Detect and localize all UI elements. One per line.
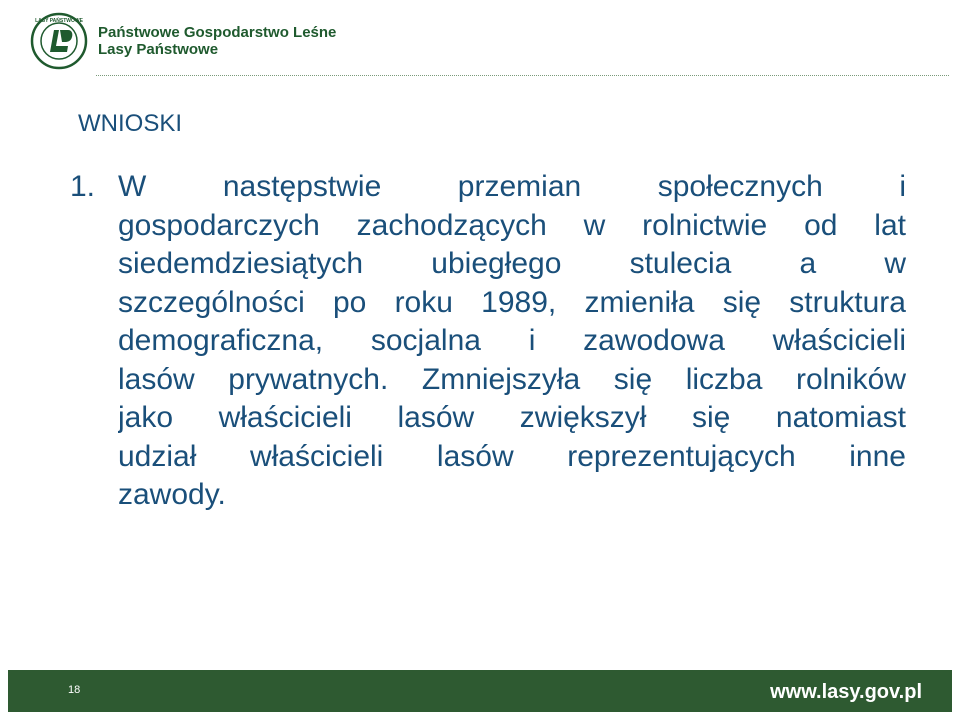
conclusion-paragraph <box>118 168 906 515</box>
paragraph-line: W następstwie przemian społecznych i <box>118 170 906 203</box>
paragraph-line: szczególności po roku 1989, zmieniła się struktura <box>118 285 906 319</box>
slide-heading: WNIOSKI <box>78 110 183 137</box>
paragraph-line: demograficzna, socjalna i zawodowa właścicieli <box>118 324 906 357</box>
paragraph-line: gospodarczych zachodzących w rolnictwie od lat <box>118 208 906 242</box>
paragraph-line: lasów prywatnych. Zmniejszyła się liczba rolników <box>118 362 906 396</box>
svg-text:LASY PAŃSTWOWE: LASY PAŃSTWOWE <box>35 18 83 24</box>
org-name-line1: Państwowe Gospodarstwo Leśne <box>98 24 337 41</box>
organization-name <box>98 24 336 58</box>
list-item-number: 1. <box>70 170 96 203</box>
paragraph-line: zawody. <box>118 478 226 511</box>
header-divider <box>96 75 949 76</box>
paragraph-line: udział właścicieli lasów reprezentujących inne <box>118 439 906 473</box>
lasy-panstwowe-logo <box>30 12 88 70</box>
website-url: www.lasy.gov.pl <box>770 681 922 703</box>
footer-bar <box>8 670 952 712</box>
paragraph-line: jako właścicieli lasów zwiększył się natomiast <box>118 401 906 434</box>
org-name-line2: Lasy Państwowe <box>98 41 219 58</box>
page-number: 18 <box>68 684 81 696</box>
paragraph-line: siedemdziesiątych ubiegłego stulecia a w <box>118 247 906 280</box>
